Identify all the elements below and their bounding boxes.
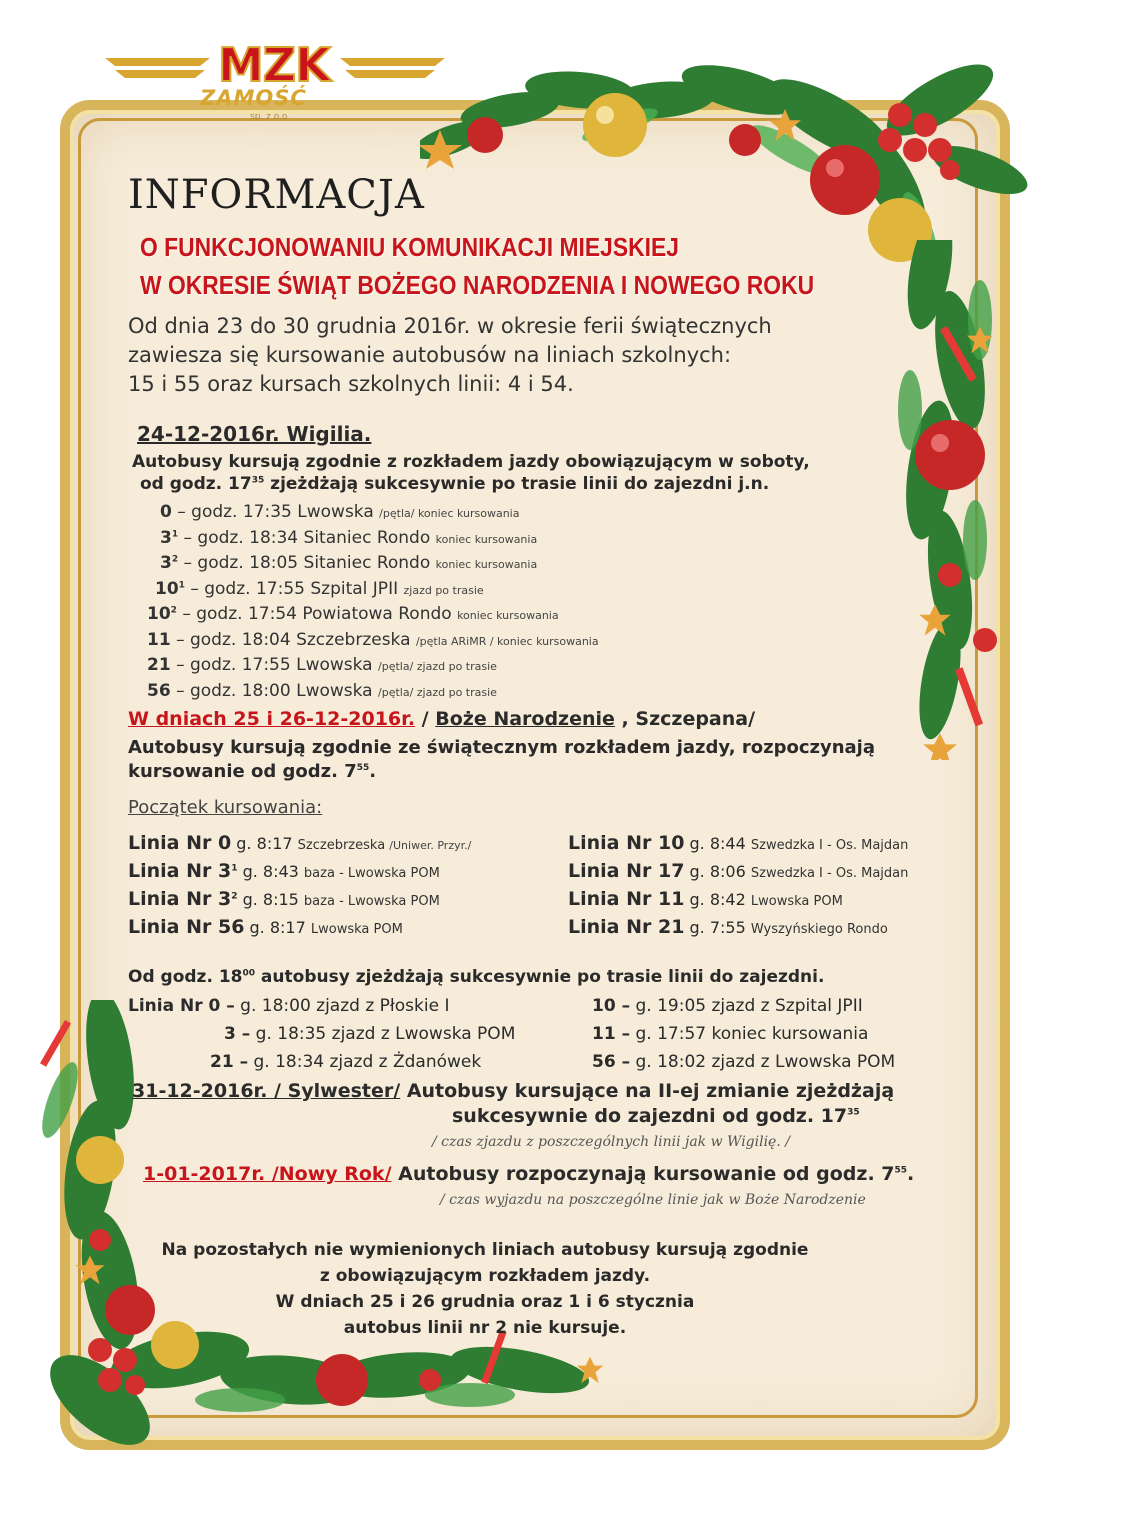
intro-line-2: zawiesza się kursowanie autobusów na liniach szkolnych: bbox=[128, 343, 732, 367]
logo-wing-left-icon bbox=[100, 48, 220, 88]
start-row bbox=[568, 832, 908, 854]
line-number: 0 bbox=[160, 502, 172, 522]
nowy-rok-note: / czas wyjazdu na poszczególne linie jak w Boże Narodzenie bbox=[440, 1192, 866, 1208]
logo-wing-right-icon bbox=[340, 48, 450, 88]
line-number: 0 bbox=[217, 832, 232, 854]
line-variant: 1 bbox=[171, 528, 179, 539]
wigilia-row bbox=[160, 502, 519, 522]
intro-line-3: 15 i 55 oraz kursach szkolnych linii: 4 i 54. bbox=[128, 372, 574, 396]
line-number: 11 – bbox=[592, 1024, 631, 1044]
return-detail: g. 18:02 zjazd z Lwowska POM bbox=[630, 1052, 896, 1072]
logo-suffix: sp. z o.o. bbox=[250, 112, 291, 122]
start-row bbox=[568, 860, 908, 882]
stop-note: /Uniwer. Przyr./ bbox=[389, 839, 472, 852]
subtitle-line-2: W OKRESIE ŚWIĄT BOŻEGO NARODZENIA I NOWEGO ROKU bbox=[140, 270, 815, 300]
start-row bbox=[568, 888, 843, 910]
return-detail: g. 18:34 zjazd z Żdanówek bbox=[248, 1052, 482, 1072]
christmas-date: W dniach 25 i 26-12-2016r. bbox=[128, 708, 416, 730]
start-row bbox=[128, 888, 440, 910]
departure-time: – godz. 17:35 bbox=[171, 502, 298, 522]
stop-name: Szpital JPII bbox=[310, 578, 404, 599]
return-row bbox=[592, 1052, 895, 1072]
line-number: 3 – bbox=[224, 1024, 251, 1044]
logo-city: ZAMOŚĆ bbox=[200, 86, 307, 110]
start-row bbox=[128, 832, 471, 854]
line-label: Linia Nr bbox=[568, 832, 658, 854]
christmas-header: W dniach 25 i 26-12-2016r. / Boże Narodzenie , Szczepana/ bbox=[128, 708, 756, 730]
wigilia-text-2: od godz. $17^{35}$ zjeżdżają sukcesywnie po trasie linii do zajezdni j.n. bbox=[140, 474, 770, 494]
stop-name: baza - Lwowska POM bbox=[303, 894, 440, 909]
logo-text: MZK bbox=[218, 38, 330, 92]
stop-name: Lwowska POM bbox=[750, 894, 843, 909]
line-variant: 1 bbox=[178, 579, 185, 590]
departure-time: – godz. 18:34 bbox=[178, 527, 304, 548]
line-number: 56 bbox=[147, 680, 171, 701]
line-number: 11 bbox=[657, 888, 685, 910]
line-number: 3 bbox=[160, 553, 172, 573]
stop-name: Lwowska bbox=[297, 502, 380, 522]
line-label: Linia Nr bbox=[128, 832, 218, 854]
return-detail: g. 18:00 zjazd z Płoskie I bbox=[234, 996, 450, 1016]
return-row bbox=[224, 1024, 515, 1044]
line-variant: 2 bbox=[171, 554, 179, 565]
line-variant: 2 bbox=[231, 891, 238, 902]
stop-note: /pętla ARiMR / koniec kursowania bbox=[415, 634, 599, 648]
line-label: Linia Nr bbox=[568, 860, 658, 882]
sylwester-note: / czas zjazdu z poszczególnych linii jak w Wigilię. / bbox=[432, 1134, 790, 1150]
return-detail: g. 19:05 zjazd z Szpital JPII bbox=[630, 996, 863, 1016]
line-variant: 1 bbox=[231, 863, 238, 874]
return-row bbox=[592, 1024, 868, 1044]
page-title: INFORMACJA bbox=[128, 172, 425, 218]
wigilia-row bbox=[147, 655, 497, 675]
line-number: 3 bbox=[217, 888, 232, 910]
footer-line-2: z obowiązującym rozkładem jazdy. bbox=[319, 1266, 651, 1286]
start-row bbox=[128, 860, 440, 882]
stop-name: Lwowska bbox=[296, 680, 378, 701]
departure-time: g. 7:55 bbox=[684, 918, 751, 937]
christmas-text-2: kursowanie od godz. $7^{55}$. bbox=[128, 761, 377, 782]
return-row bbox=[592, 996, 863, 1016]
stop-note: /pętla/ koniec kursowania bbox=[379, 507, 520, 520]
departure-time: – godz. 17:55 bbox=[170, 655, 297, 675]
departure-time: g. 8:43 bbox=[237, 862, 304, 881]
sylwester-date: 31-12-2016r. / Sylwester/ bbox=[132, 1080, 401, 1102]
departure-time: – godz. 18:04 bbox=[170, 629, 297, 650]
departure-time: – godz. 17:55 bbox=[184, 578, 311, 599]
stop-note: /pętla/ zjazd po trasie bbox=[378, 660, 497, 673]
holly-garland-right-icon bbox=[860, 240, 1030, 760]
footer-line-4: autobus linii nr 2 nie kursuje. bbox=[343, 1318, 627, 1338]
line-number: 56 bbox=[217, 916, 245, 938]
return-detail: g. 18:35 zjazd z Lwowska POM bbox=[250, 1024, 516, 1044]
line-number: 10 bbox=[155, 578, 179, 599]
subtitle-line-1: O FUNKCJONOWANIU KOMUNIKACJI MIEJSKIEJ bbox=[140, 232, 679, 262]
start-label: Początek kursowania: bbox=[128, 797, 323, 818]
nowy-rok-line: 1-01-2017r. /Nowy Rok/ Autobusy rozpoczynają kursowanie od godz. $7^{55}$. bbox=[143, 1163, 915, 1185]
departure-time: – godz. 17:54 bbox=[176, 604, 303, 624]
wigilia-date: 24-12-2016r. Wigilia. bbox=[137, 422, 372, 446]
line-number: 3 bbox=[160, 527, 172, 548]
departure-time: – godz. 18:00 bbox=[170, 680, 297, 701]
footer-line-3: W dniach 25 i 26 grudnia oraz 1 i 6 stycznia bbox=[275, 1292, 695, 1312]
line-number: 56 – bbox=[592, 1052, 631, 1072]
stop-name: Wyszyńskiego Rondo bbox=[750, 922, 888, 937]
stop-name: Sitaniec Rondo bbox=[303, 527, 436, 548]
footer-line-1: Na pozostałych nie wymienionych liniach autobusy kursują zgodnie bbox=[161, 1240, 809, 1260]
stop-note: /pętla/ zjazd po trasie bbox=[378, 685, 497, 699]
wigilia-row bbox=[147, 630, 599, 650]
stop-name: Sitaniec Rondo bbox=[303, 553, 436, 573]
stop-note: zjazd po trasie bbox=[403, 583, 484, 597]
stop-name: Szwedzka I - Os. Majdan bbox=[750, 866, 909, 881]
stop-name: Lwowska POM bbox=[310, 922, 403, 937]
christmas-name: Boże Narodzenie bbox=[435, 708, 615, 730]
line-number: 17 bbox=[657, 860, 685, 882]
wigilia-row bbox=[147, 681, 497, 701]
stop-name: Szczebrzeska bbox=[296, 629, 416, 650]
line-label: Linia Nr bbox=[128, 860, 218, 882]
line-number: 21 bbox=[657, 916, 685, 938]
departure-time: g. 8:17 bbox=[231, 834, 298, 853]
return-row bbox=[128, 996, 449, 1016]
stop-name: Szczebrzeska bbox=[297, 838, 390, 853]
sylwester-line-2: sukcesywnie do zajezdni od godz. $17^{35}$ bbox=[452, 1105, 860, 1127]
mzk-logo bbox=[100, 38, 450, 128]
sylwester-line-1: 31-12-2016r. / Sylwester/ Autobusy kursujące na II-ej zmianie zjeżdżają bbox=[132, 1080, 895, 1102]
return-row bbox=[210, 1052, 481, 1072]
return-detail: g. 17:57 koniec kursowania bbox=[630, 1024, 869, 1044]
stop-name: baza - Lwowska POM bbox=[303, 866, 440, 881]
wigilia-row bbox=[160, 528, 537, 548]
stop-name: Lwowska bbox=[296, 655, 378, 675]
wigilia-text-1: Autobusy kursują zgodnie z rozkładem jazdy obowiązującym w soboty, bbox=[132, 452, 810, 472]
departure-time: g. 8:44 bbox=[684, 834, 751, 853]
line-number: 11 bbox=[147, 629, 171, 650]
line-number: 10 bbox=[147, 604, 171, 624]
departure-time: g. 8:17 bbox=[244, 918, 311, 937]
line-label: Linia Nr bbox=[128, 916, 218, 938]
stop-note: koniec kursowania bbox=[457, 609, 559, 622]
departure-time: g. 8:42 bbox=[684, 890, 751, 909]
stop-note: koniec kursowania bbox=[435, 532, 538, 546]
start-row bbox=[568, 916, 888, 938]
line-number: 10 bbox=[657, 832, 685, 854]
christmas-text-1: Autobusy kursują zgodnie ze świątecznym rozkładem jazdy, rozpoczynają bbox=[128, 737, 875, 758]
stop-name: Powiatowa Rondo bbox=[302, 604, 458, 624]
line-number: Linia Nr 0 – bbox=[128, 996, 235, 1016]
wigilia-row bbox=[155, 579, 484, 599]
wigilia-row bbox=[147, 604, 559, 624]
line-label: Linia Nr bbox=[128, 888, 218, 910]
stop-note: koniec kursowania bbox=[435, 558, 538, 571]
line-variant: 2 bbox=[170, 605, 177, 616]
departure-time: g. 8:15 bbox=[237, 890, 304, 909]
line-label: Linia Nr bbox=[568, 888, 658, 910]
line-number: 10 – bbox=[592, 996, 631, 1016]
line-label: Linia Nr bbox=[568, 916, 658, 938]
line-number: 21 bbox=[147, 655, 171, 675]
departure-time: g. 8:06 bbox=[684, 862, 751, 881]
return-header: Od godz. $18^{00}$ autobusy zjeżdżają sukcesywnie po trasie linii do zajezdni. bbox=[128, 967, 825, 987]
nowy-rok-date: 1-01-2017r. /Nowy Rok/ bbox=[143, 1163, 392, 1185]
start-row bbox=[128, 916, 403, 938]
stop-name: Szwedzka I - Os. Majdan bbox=[750, 838, 909, 853]
departure-time: – godz. 18:05 bbox=[178, 553, 304, 573]
wigilia-row bbox=[160, 553, 537, 573]
intro-line-1: Od dnia 23 do 30 grudnia 2016r. w okresie ferii świątecznych bbox=[128, 314, 772, 338]
line-number: 21 – bbox=[210, 1052, 249, 1072]
line-number: 3 bbox=[217, 860, 232, 882]
